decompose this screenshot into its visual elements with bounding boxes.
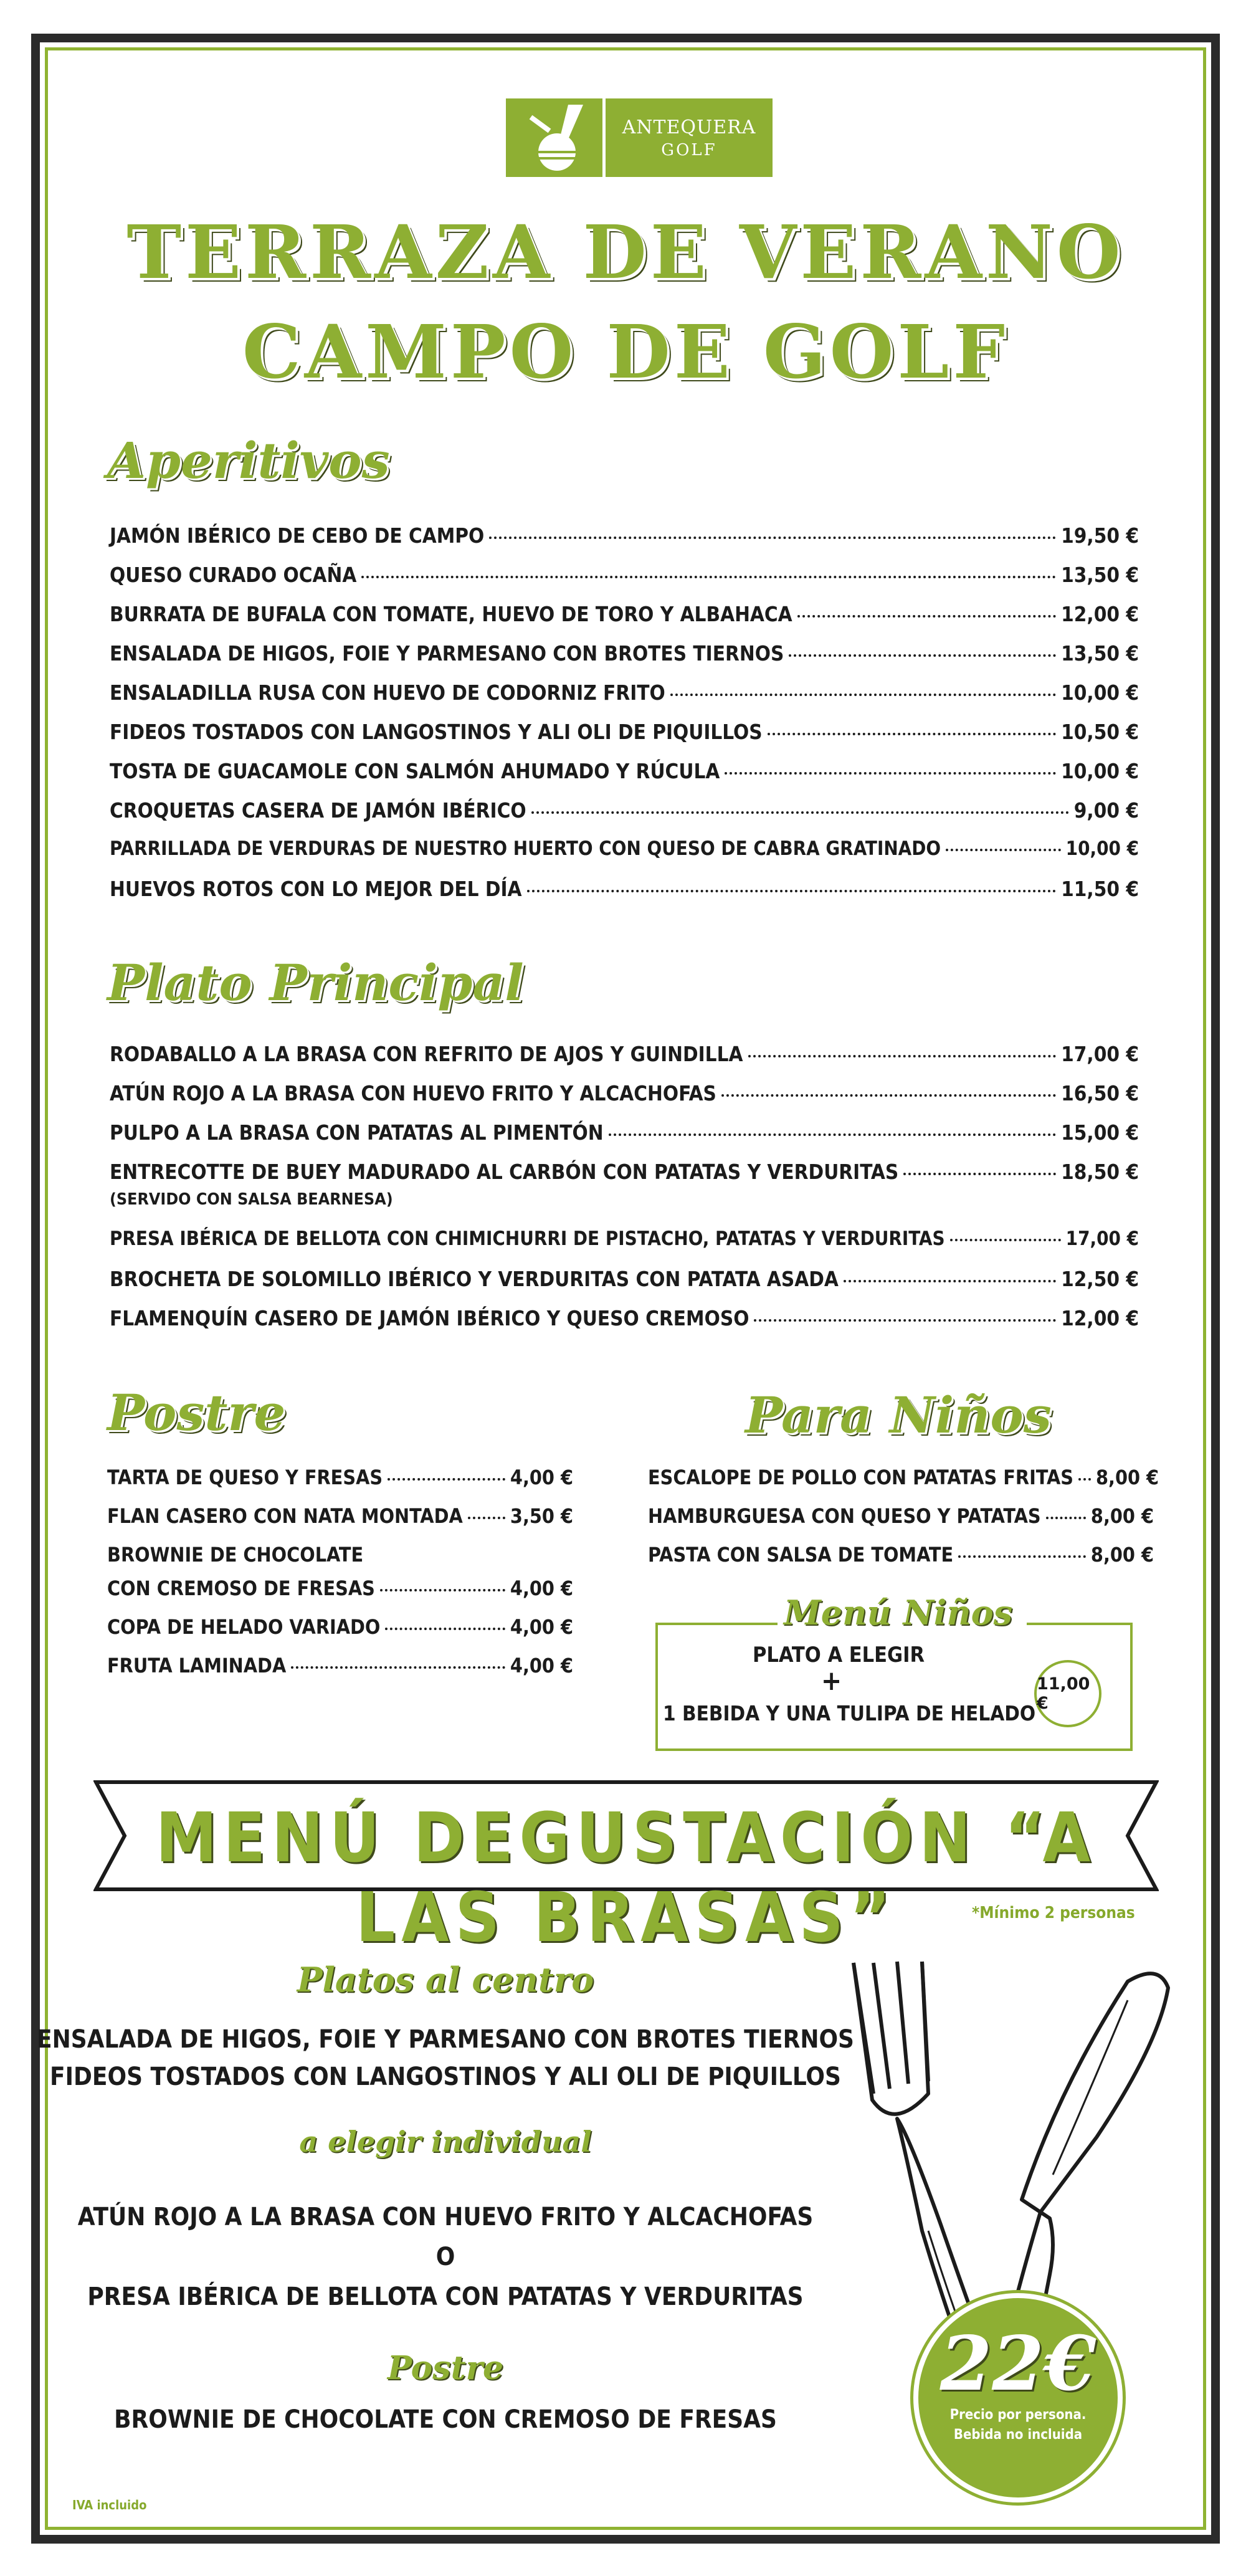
dot-leader — [380, 1589, 505, 1591]
item-name: BURRATA DE BUFALA CON TOMATE, HUEVO DE TORO Y ALBAHACA — [110, 602, 792, 626]
item-name: FRUTA LAMINADA — [107, 1654, 287, 1677]
dot-leader — [721, 1094, 1056, 1097]
item-price: 19,50 € — [1061, 523, 1139, 548]
menu-item — [110, 680, 1139, 705]
logo-line2: GOLF — [661, 140, 717, 160]
dot-leader — [489, 537, 1056, 539]
item-name: ENSALADA DE HIGOS, FOIE Y PARMESANO CON BROTES TIERNOS — [110, 641, 784, 665]
kids-menu-line2: 1 BEBIDA Y UNA TULIPA DE HELADO — [663, 1701, 1036, 1725]
item-price: 13,50 € — [1061, 641, 1139, 665]
menu-item-line1 — [107, 1543, 363, 1567]
logo-text — [606, 98, 773, 177]
item-name: FIDEOS TOSTADOS CON LANGOSTINOS Y ALI OLI DE PIQUILLOS — [110, 720, 763, 744]
dot-leader — [903, 1173, 1056, 1175]
degustacion-banner-title: MENÚ DEGUSTACIÓN “A LAS BRASAS” — [155, 1798, 1097, 1957]
item-note: (SERVIDO CON SALSA BEARNESA) — [110, 1190, 393, 1209]
dot-leader — [1046, 1517, 1086, 1519]
item-price: 15,00 € — [1061, 1120, 1139, 1145]
menu-item — [110, 877, 1139, 901]
item-price: 12,00 € — [1061, 1306, 1139, 1330]
degustacion-postre-item: BROWNIE DE CHOCOLATE CON CREMOSO DE FRESAS — [114, 2405, 777, 2434]
item-name: ESCALOPE DE POLLO CON PATATAS FRITAS — [648, 1466, 1073, 1489]
menu-item — [110, 720, 1139, 744]
menu-item — [110, 837, 1139, 860]
item-name: FLAN CASERO CON NATA MONTADA — [107, 1504, 463, 1528]
dot-leader — [725, 772, 1056, 775]
item-name: PASTA CON SALSA DE TOMATE — [648, 1543, 954, 1567]
menu-item — [107, 1466, 573, 1489]
menu-item — [107, 1577, 573, 1600]
item-name: PULPO A LA BRASA CON PATATAS AL PIMENTÓN — [110, 1120, 604, 1145]
item-name: HUEVOS ROTOS CON LO MEJOR DEL DÍA — [110, 877, 522, 901]
menu-item — [110, 1120, 1139, 1145]
page-title-line1: TERRAZA DE VERANO — [126, 209, 1125, 295]
menu-item — [110, 641, 1139, 665]
item-price: 3,50 € — [510, 1504, 573, 1528]
elegir-item-1: ATÚN ROJO A LA BRASA CON HUEVO FRITO Y ALCACHOFAS — [77, 2203, 814, 2231]
item-name: ENTRECOTTE DE BUEY MADURADO AL CARBÓN CON PATATAS Y VERDURITAS — [110, 1160, 899, 1184]
item-price: 4,00 € — [510, 1654, 573, 1677]
menu-item — [648, 1543, 1154, 1567]
item-name: RODABALLO A LA BRASA CON REFRITO DE AJOS Y GUINDILLA — [110, 1042, 743, 1066]
logo-line1: ANTEQUERA — [622, 116, 756, 138]
menu-item — [110, 1306, 1139, 1330]
item-price: 10,00 € — [1061, 759, 1139, 783]
platos-centro-heading: Platos al centro — [297, 1960, 594, 2000]
dot-leader — [388, 1478, 505, 1481]
ninos-heading: Para Niños — [745, 1386, 1052, 1444]
item-price: 10,50 € — [1061, 720, 1139, 744]
kids-menu-heading: Menú Niños — [784, 1593, 1013, 1633]
dot-leader — [950, 1239, 1061, 1241]
dot-leader — [531, 811, 1069, 814]
item-name: CON CREMOSO DE FRESAS — [107, 1577, 375, 1600]
dot-leader — [361, 576, 1056, 578]
menu-item — [110, 1160, 1139, 1184]
item-price: 16,50 € — [1061, 1081, 1139, 1105]
item-name: BROCHETA DE SOLOMILLO IBÉRICO Y VERDURITAS CON PATATA ASADA — [110, 1267, 839, 1291]
item-name: FLAMENQUÍN CASERO DE JAMÓN IBÉRICO Y QUESO CREMOSO — [110, 1306, 749, 1330]
degustacion-price: 22€ — [939, 2320, 1096, 2408]
menu-item — [648, 1466, 1159, 1489]
elegir-or: O — [435, 2243, 455, 2271]
menu-item — [107, 1654, 573, 1677]
dot-leader — [844, 1280, 1056, 1282]
dot-leader — [946, 849, 1061, 851]
dot-leader — [385, 1628, 505, 1630]
iva-note: IVA incluido — [72, 2497, 147, 2512]
menu-item — [110, 1228, 1139, 1250]
aperitivos-heading: Aperitivos — [107, 431, 390, 490]
plus-icon: + — [821, 1665, 842, 1697]
menu-item — [110, 602, 1139, 626]
item-name: QUESO CURADO OCAÑA — [110, 563, 357, 587]
degustacion-postre-heading: Postre — [387, 2349, 504, 2387]
item-price: 17,00 € — [1065, 1228, 1139, 1250]
dot-leader — [748, 1055, 1057, 1057]
price-note-2: Bebida no incluida — [953, 2426, 1083, 2443]
menu-item — [110, 1081, 1139, 1105]
item-price: 8,00 € — [1090, 1543, 1154, 1567]
item-name: HAMBURGUESA CON QUESO Y PATATAS — [648, 1504, 1041, 1528]
menu-item — [110, 523, 1139, 548]
antequera-golf-logo — [506, 98, 773, 177]
item-price: 4,00 € — [510, 1466, 573, 1489]
minimo-note: *Mínimo 2 personas — [972, 1904, 1135, 1922]
item-name: CROQUETAS CASERA DE JAMÓN IBÉRICO — [110, 798, 526, 823]
item-price: 10,00 € — [1061, 680, 1139, 705]
centro-item-1: ENSALADA DE HIGOS, FOIE Y PARMESANO CON BROTES TIERNOS — [37, 2025, 854, 2054]
item-price: 17,00 € — [1061, 1042, 1139, 1066]
item-price: 12,50 € — [1061, 1267, 1139, 1291]
dot-leader — [291, 1666, 505, 1669]
dot-leader — [1078, 1478, 1091, 1481]
kids-menu-line1: PLATO A ELEGIR — [753, 1643, 925, 1667]
menu-item — [110, 563, 1139, 587]
item-name: PARRILLADA DE VERDURAS DE NUESTRO HUERTO CON QUESO DE CABRA GRATINADO — [110, 837, 941, 860]
price-note-1: Precio por persona. — [949, 2407, 1087, 2423]
dot-leader — [768, 733, 1056, 735]
postre-heading: Postre — [107, 1383, 286, 1442]
dot-leader — [958, 1555, 1086, 1558]
item-price: 9,00 € — [1073, 798, 1139, 823]
dot-leader — [609, 1133, 1056, 1136]
item-name: JAMÓN IBÉRICO DE CEBO DE CAMPO — [110, 523, 485, 548]
dot-leader — [789, 654, 1056, 657]
degustacion-price-badge — [913, 2293, 1123, 2502]
dot-leader — [670, 694, 1056, 696]
page-title-line2: CAMPO DE GOLF — [242, 308, 1009, 395]
item-name: TARTA DE QUESO Y FRESAS — [107, 1466, 383, 1489]
dot-leader — [754, 1319, 1056, 1322]
item-price: 13,50 € — [1061, 563, 1139, 587]
menu-item — [648, 1504, 1154, 1528]
menu-item — [107, 1615, 573, 1639]
menu-item — [110, 1267, 1139, 1291]
item-price: 12,00 € — [1061, 602, 1139, 626]
item-name: PRESA IBÉRICA DE BELLOTA CON CHIMICHURRI DE PISTACHO, PATATAS Y VERDURITAS — [110, 1228, 945, 1250]
golfer-icon — [506, 98, 606, 177]
dot-leader — [468, 1517, 505, 1519]
elegir-item-2: PRESA IBÉRICA DE BELLOTA CON PATATAS Y VERDURITAS — [87, 2283, 804, 2311]
item-name: BROWNIE DE CHOCOLATE — [107, 1543, 364, 1567]
principal-heading: Plato Principal — [107, 953, 524, 1012]
item-name: ENSALADILLA RUSA CON HUEVO DE CODORNIZ FRITO — [110, 680, 665, 705]
centro-item-2: FIDEOS TOSTADOS CON LANGOSTINOS Y ALI OLI DE PIQUILLOS — [50, 2063, 841, 2091]
item-name: COPA DE HELADO VARIADO — [107, 1615, 381, 1639]
item-name: ATÚN ROJO A LA BRASA CON HUEVO FRITO Y ALCACHOFAS — [110, 1081, 716, 1105]
menu-item — [107, 1504, 573, 1528]
elegir-heading: a elegir individual — [299, 2125, 592, 2159]
item-price: 8,00 € — [1090, 1504, 1154, 1528]
dot-leader — [527, 890, 1057, 892]
item-price: 10,00 € — [1065, 837, 1139, 860]
item-price: 8,00 € — [1095, 1466, 1159, 1489]
menu-item — [110, 798, 1139, 823]
dot-leader — [797, 615, 1056, 618]
item-price: 4,00 € — [510, 1577, 573, 1600]
item-price: 11,50 € — [1061, 877, 1139, 901]
item-price: 4,00 € — [510, 1615, 573, 1639]
menu-item — [110, 1042, 1139, 1066]
kids-menu-price-badge: 11,00 € — [1034, 1660, 1101, 1727]
item-name: TOSTA DE GUACAMOLE CON SALMÓN AHUMADO Y RÚCULA — [110, 759, 720, 783]
item-price: 18,50 € — [1061, 1160, 1139, 1184]
menu-item — [110, 759, 1139, 783]
